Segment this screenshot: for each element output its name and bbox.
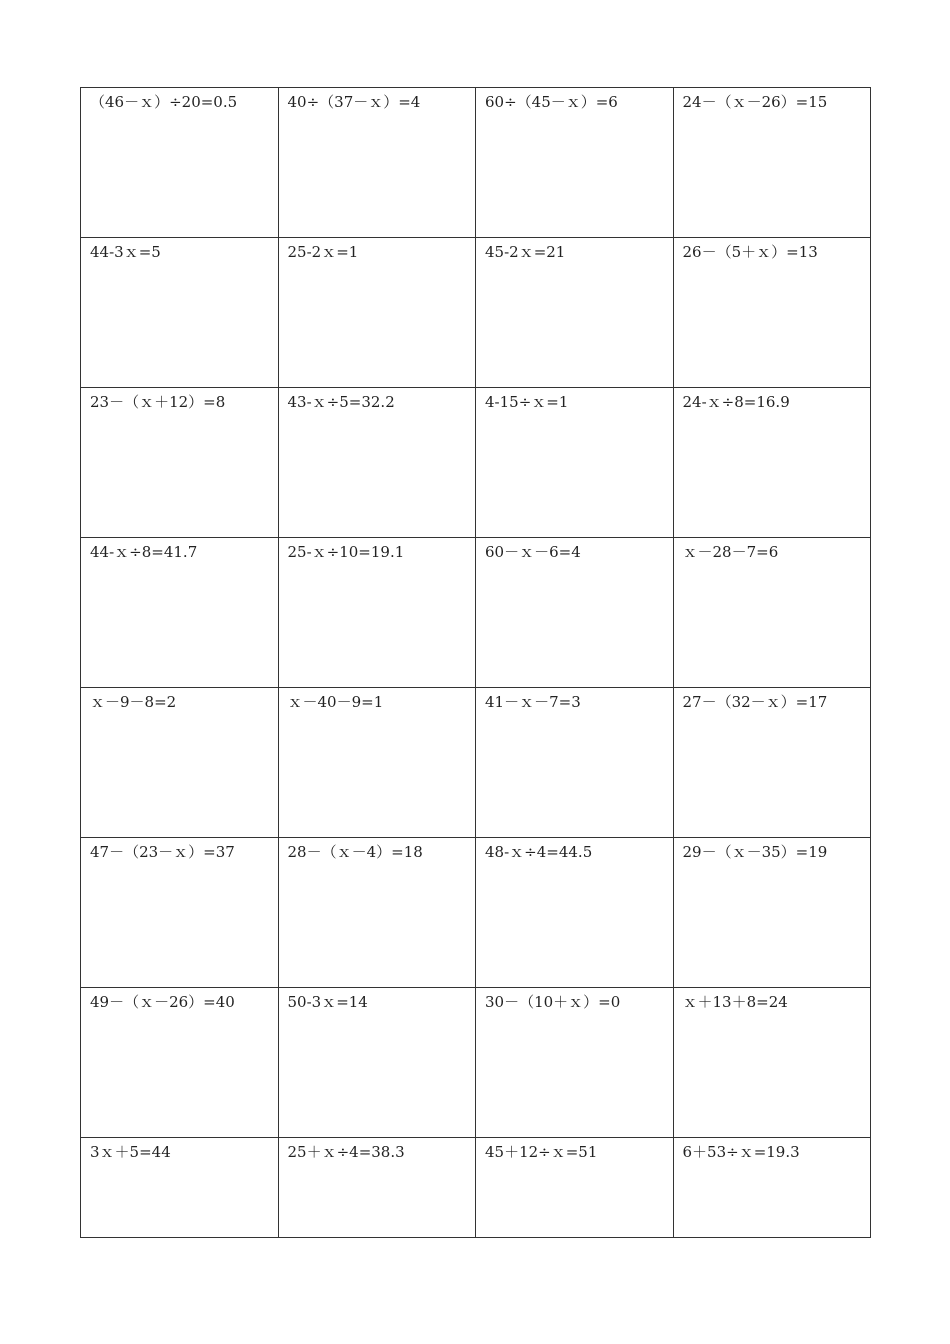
equation-worksheet-table xyxy=(80,87,871,1238)
equation-cell: ｘ－40－9=1 xyxy=(278,688,476,838)
equation-cell: 25-2ｘ=1 xyxy=(278,238,476,388)
equation-cell: 48-ｘ÷4=44.5 xyxy=(476,838,674,988)
equation-cell: 41－ｘ－7=3 xyxy=(476,688,674,838)
equation-cell: ｘ－9－8=2 xyxy=(81,688,279,838)
equation-cell: 60－ｘ－6=4 xyxy=(476,538,674,688)
equation-cell: 24－（ｘ－26）=15 xyxy=(673,88,871,238)
equation-cell: 29－（ｘ－35）=19 xyxy=(673,838,871,988)
equation-cell: 24-ｘ÷8=16.9 xyxy=(673,388,871,538)
equation-cell: 60÷（45－ｘ）=6 xyxy=(476,88,674,238)
equation-cell: 43-ｘ÷5=32.2 xyxy=(278,388,476,538)
equation-cell: 45-2ｘ=21 xyxy=(476,238,674,388)
table-row xyxy=(81,88,871,238)
table-row xyxy=(81,388,871,538)
equation-cell: 40÷（37－ｘ）=4 xyxy=(278,88,476,238)
equation-cell: ｘ－28－7=6 xyxy=(673,538,871,688)
equation-cell: 30－（10＋ｘ）=0 xyxy=(476,988,674,1138)
worksheet-body xyxy=(81,88,871,1238)
equation-cell: 25＋ｘ÷4=38.3 xyxy=(278,1138,476,1238)
equation-cell: 28－（ｘ－4）=18 xyxy=(278,838,476,988)
equation-cell: 26－（5＋ｘ）=13 xyxy=(673,238,871,388)
equation-cell: 25-ｘ÷10=19.1 xyxy=(278,538,476,688)
table-row xyxy=(81,838,871,988)
equation-cell: ｘ＋13＋8=24 xyxy=(673,988,871,1138)
equation-cell: 6＋53÷ｘ=19.3 xyxy=(673,1138,871,1238)
equation-cell: 4-15÷ｘ=1 xyxy=(476,388,674,538)
table-row xyxy=(81,688,871,838)
equation-cell: 27－（32－ｘ）=17 xyxy=(673,688,871,838)
table-row xyxy=(81,238,871,388)
table-row xyxy=(81,1138,871,1238)
table-row xyxy=(81,538,871,688)
equation-cell: 49－（ｘ－26）=40 xyxy=(81,988,279,1138)
equation-cell: 44-3ｘ=5 xyxy=(81,238,279,388)
table-row xyxy=(81,988,871,1138)
equation-cell: 44-ｘ÷8=41.7 xyxy=(81,538,279,688)
equation-cell: 23－（ｘ＋12）=8 xyxy=(81,388,279,538)
equation-cell: 50-3ｘ=14 xyxy=(278,988,476,1138)
equation-cell: 45＋12÷ｘ=51 xyxy=(476,1138,674,1238)
equation-cell: （46－ｘ）÷20=0.5 xyxy=(81,88,279,238)
equation-cell: 3ｘ＋5=44 xyxy=(81,1138,279,1238)
equation-cell: 47－（23－ｘ）=37 xyxy=(81,838,279,988)
